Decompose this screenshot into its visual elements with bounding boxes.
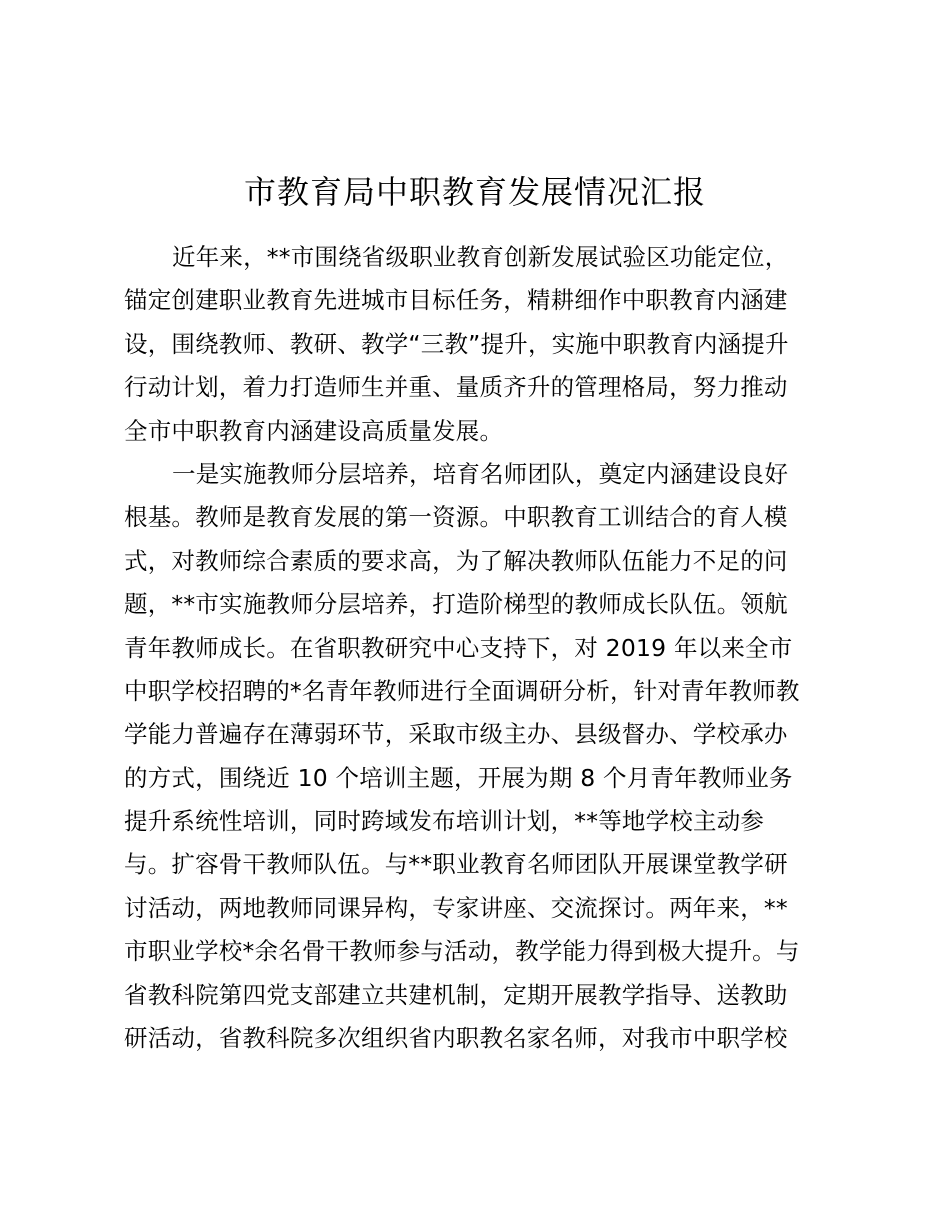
paragraph-line: 中职学校招聘的*名青年教师进行全面调研分析，针对青年教师教: [124, 676, 800, 705]
paragraph-line: 锚定创建职业教育先进城市目标任务，精耕细作中职教育内涵建: [124, 286, 788, 315]
paragraph-line: 与。扩容骨干教师队伍。与**职业教育名师团队开展课堂教学研: [124, 850, 788, 879]
paragraph-line: 近年来，**市围绕省级职业教育创新发展试验区功能定位，: [172, 243, 789, 271]
paragraph-line: 研活动，省教科院多次组织省内职教名家名师，对我市中职学校: [124, 1024, 788, 1053]
document-body: [124, 236, 844, 1060]
document-title: 市教育局中职教育发展情况汇报: [243, 173, 706, 211]
paragraph-line: 一是实施教师分层培养，培育名师团队，奠定内涵建设良好: [172, 459, 789, 488]
paragraph-line: 设，围绕教师、教研、教学“三教”提升，实施中职教育内涵提升: [124, 329, 789, 358]
paragraph-line: 讨活动，两地教师同课异构，专家讲座、交流探讨。两年来，**: [124, 893, 788, 922]
paragraph-line: 全市中职教育内涵建设高质量发展。: [124, 416, 504, 445]
paragraph-line: 式，对教师综合素质的要求高，为了解决教师队伍能力不足的问: [124, 546, 788, 575]
paragraph-line: 市职业学校*余名骨干教师参与活动，教学能力得到极大提升。与: [124, 937, 800, 966]
paragraph-line: 青年教师成长。在省职教研究中心支持下，对 2019 年以来全市: [124, 633, 793, 662]
paragraph-line: 提升系统性培训，同时跨域发布培训计划，**等地学校主动参: [124, 807, 765, 836]
paragraph-line: 题，**市实施教师分层培养，打造阶梯型的教师成长队伍。领航: [124, 590, 788, 619]
paragraph-line: 学能力普遍存在薄弱环节，采取市级主办、县级督办、学校承办: [124, 720, 788, 749]
paragraph-line: 省教科院第四党支部建立共建机制，定期开展教学指导、送教助: [124, 980, 788, 1009]
paragraph-line: 行动计划，着力打造师生并重、量质齐升的管理格局，努力推动: [124, 373, 788, 402]
paragraph-line: 根基。教师是教育发展的第一资源。中职教育工训结合的育人模: [124, 503, 788, 532]
paragraph-line: 的方式，围绕近 10 个培训主题，开展为期 8 个月青年教师业务: [124, 763, 793, 792]
